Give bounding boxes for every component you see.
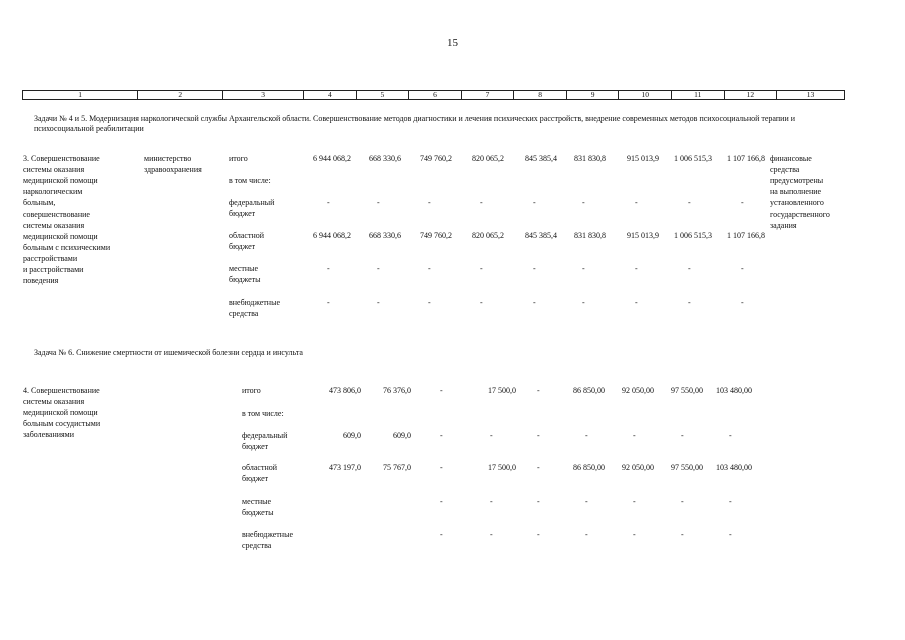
- value-cell: -: [582, 198, 585, 207]
- row-label: бюджеты: [229, 275, 261, 285]
- value-cell: -: [480, 264, 483, 273]
- item-name-line: медицинской помощи: [23, 408, 98, 418]
- column-header-4: 4: [304, 91, 357, 100]
- item-name-line: совершенствование: [23, 209, 90, 219]
- item-name-line: больным сосудистыми: [23, 419, 101, 429]
- row-label: областной: [242, 463, 278, 472]
- value-cell: -: [635, 298, 638, 307]
- value-cell: -: [741, 298, 744, 307]
- item-name-line: больным,: [23, 198, 56, 208]
- value-cell: 86 850,00: [573, 463, 605, 472]
- value-cell: -: [537, 463, 540, 472]
- value-cell: 76 376,0: [383, 386, 411, 395]
- value-cell: -: [585, 431, 588, 440]
- column-header-10: 10: [619, 91, 672, 100]
- value-cell: -: [582, 264, 585, 273]
- value-cell: 845 385,4: [525, 231, 557, 240]
- value-cell: -: [480, 198, 483, 207]
- row-label: областной: [229, 231, 265, 240]
- item-name-line: расстройствами: [23, 253, 78, 263]
- value-cell: -: [635, 198, 638, 207]
- item-name-line: поведения: [23, 276, 59, 286]
- value-cell: -: [585, 497, 588, 506]
- value-cell: 749 760,2: [420, 231, 452, 240]
- value-cell: -: [440, 463, 443, 472]
- value-cell: -: [440, 386, 443, 395]
- value-cell: 6 944 068,2: [313, 154, 351, 163]
- column-header-8: 8: [514, 91, 567, 100]
- row-label: в том числе:: [229, 176, 271, 185]
- note-line: задания: [770, 220, 797, 230]
- value-cell: 17 500,0: [488, 463, 516, 472]
- row-label: федеральный: [242, 431, 288, 440]
- value-cell: 831 830,8: [574, 231, 606, 240]
- item-name-line: медицинской помощи: [23, 231, 98, 241]
- value-cell: -: [428, 264, 431, 273]
- value-cell: -: [741, 198, 744, 207]
- value-cell: 1 107 166,8: [727, 154, 765, 163]
- value-cell: -: [327, 298, 330, 307]
- item-name-line: больным с психическими: [23, 242, 111, 252]
- value-cell: 17 500,0: [488, 386, 516, 395]
- executor-line: министерство: [144, 154, 192, 163]
- task-heading-6: Задача № 6. Снижение смертности от ишемической болезни сердца и инсульта: [34, 348, 303, 357]
- value-cell: -: [633, 530, 636, 539]
- value-cell: 97 550,00: [671, 386, 703, 395]
- item-name-line: системы оказания: [23, 165, 85, 175]
- value-cell: -: [688, 198, 691, 207]
- value-cell: 749 760,2: [420, 154, 452, 163]
- value-cell: -: [480, 298, 483, 307]
- value-cell: -: [327, 264, 330, 273]
- task-heading-4-5: Задачи № 4 и 5. Модернизация наркологической службы Архангельской области. Совершенствование методов диагностики и лечения психических расстройств, внедрение современных методов психосоциальной терапии и психосоциальной реабилитации: [34, 114, 796, 133]
- note-line: предусмотрены: [770, 176, 824, 186]
- value-cell: -: [582, 298, 585, 307]
- item-name-line: 3. Совершенствование: [23, 154, 100, 163]
- value-cell: 75 767,0: [383, 463, 411, 472]
- row-label: бюджеты: [242, 508, 274, 518]
- value-cell: -: [533, 198, 536, 207]
- value-cell: -: [681, 497, 684, 506]
- value-cell: 97 550,00: [671, 463, 703, 472]
- item-name-line: системы оказания: [23, 220, 85, 230]
- value-cell: -: [490, 431, 493, 440]
- value-cell: -: [377, 264, 380, 273]
- value-cell: -: [377, 198, 380, 207]
- column-header-13: 13: [777, 91, 845, 100]
- item-name-line: медицинской помощи: [23, 176, 98, 186]
- row-label: средства: [242, 541, 272, 551]
- value-cell: 473 806,0: [329, 386, 361, 395]
- value-cell: 820 065,2: [472, 154, 504, 163]
- row-label: местные: [229, 264, 259, 273]
- value-cell: -: [533, 298, 536, 307]
- value-cell: -: [327, 198, 330, 207]
- row-label: бюджет: [242, 442, 269, 452]
- row-label: средства: [229, 309, 259, 319]
- value-cell: 845 385,4: [525, 154, 557, 163]
- value-cell: -: [537, 530, 540, 539]
- item-name-line: системы оказания: [23, 397, 85, 407]
- value-cell: 92 050,00: [622, 463, 654, 472]
- row-label: федеральный: [229, 198, 275, 207]
- column-header-12: 12: [724, 91, 777, 100]
- row-label: бюджет: [242, 474, 269, 484]
- value-cell: -: [377, 298, 380, 307]
- value-cell: -: [428, 298, 431, 307]
- value-cell: -: [585, 530, 588, 539]
- value-cell: -: [440, 497, 443, 506]
- column-header-6: 6: [409, 91, 462, 100]
- value-cell: -: [428, 198, 431, 207]
- value-cell: -: [688, 264, 691, 273]
- item-name-line: наркологическим: [23, 187, 83, 197]
- value-cell: 831 830,8: [574, 154, 606, 163]
- row-label: местные: [242, 497, 272, 506]
- value-cell: -: [688, 298, 691, 307]
- column-header-7: 7: [461, 91, 514, 100]
- value-cell: 1 006 515,3: [674, 231, 712, 240]
- column-header-9: 9: [566, 91, 619, 100]
- row-label: бюджет: [229, 209, 256, 219]
- value-cell: -: [633, 431, 636, 440]
- value-cell: -: [490, 530, 493, 539]
- item-name-line: заболеваниями: [23, 430, 75, 440]
- value-cell: -: [537, 386, 540, 395]
- value-cell: 915 013,9: [627, 154, 659, 163]
- value-cell: 473 197,0: [329, 463, 361, 472]
- row-label: внебюджетные: [242, 530, 293, 539]
- item-name-line: 4. Совершенствование: [23, 386, 100, 395]
- value-cell: 609,0: [393, 431, 411, 440]
- row-label: итого: [229, 154, 248, 163]
- column-header-11: 11: [671, 91, 724, 100]
- column-header-3: 3: [223, 91, 304, 100]
- value-cell: 1 107 166,8: [727, 231, 765, 240]
- value-cell: 6 944 068,2: [313, 231, 351, 240]
- value-cell: 92 050,00: [622, 386, 654, 395]
- value-cell: -: [490, 497, 493, 506]
- value-cell: 668 330,6: [369, 231, 401, 240]
- value-cell: 820 065,2: [472, 231, 504, 240]
- value-cell: 609,0: [343, 431, 361, 440]
- value-cell: -: [729, 497, 732, 506]
- column-header-5: 5: [356, 91, 409, 100]
- row-label: бюджет: [229, 242, 256, 252]
- value-cell: 668 330,6: [369, 154, 401, 163]
- value-cell: 103 480,00: [716, 386, 752, 395]
- note-line: установленного: [770, 198, 824, 208]
- note-line: государственного: [770, 209, 830, 219]
- value-cell: -: [681, 431, 684, 440]
- value-cell: 86 850,00: [573, 386, 605, 395]
- value-cell: -: [741, 264, 744, 273]
- note-line: на выполнение: [770, 187, 822, 197]
- item-name-line: и расстройствами: [23, 265, 84, 274]
- column-header-2: 2: [138, 91, 223, 100]
- value-cell: -: [633, 497, 636, 506]
- note-line: средства: [770, 165, 800, 175]
- value-cell: -: [729, 431, 732, 440]
- note-line: финансовые: [770, 154, 812, 163]
- value-cell: -: [537, 497, 540, 506]
- row-label: итого: [242, 386, 261, 395]
- column-number-header: [22, 90, 845, 100]
- executor-line: здравоохранения: [144, 165, 202, 175]
- page-number: 15: [447, 37, 458, 49]
- value-cell: -: [440, 431, 443, 440]
- value-cell: 915 013,9: [627, 231, 659, 240]
- value-cell: -: [681, 530, 684, 539]
- value-cell: -: [440, 530, 443, 539]
- row-label: в том числе:: [242, 409, 284, 418]
- value-cell: -: [533, 264, 536, 273]
- value-cell: -: [537, 431, 540, 440]
- column-header-1: 1: [23, 91, 138, 100]
- value-cell: -: [635, 264, 638, 273]
- value-cell: 103 480,00: [716, 463, 752, 472]
- value-cell: 1 006 515,3: [674, 154, 712, 163]
- row-label: внебюджетные: [229, 298, 280, 307]
- value-cell: -: [729, 530, 732, 539]
